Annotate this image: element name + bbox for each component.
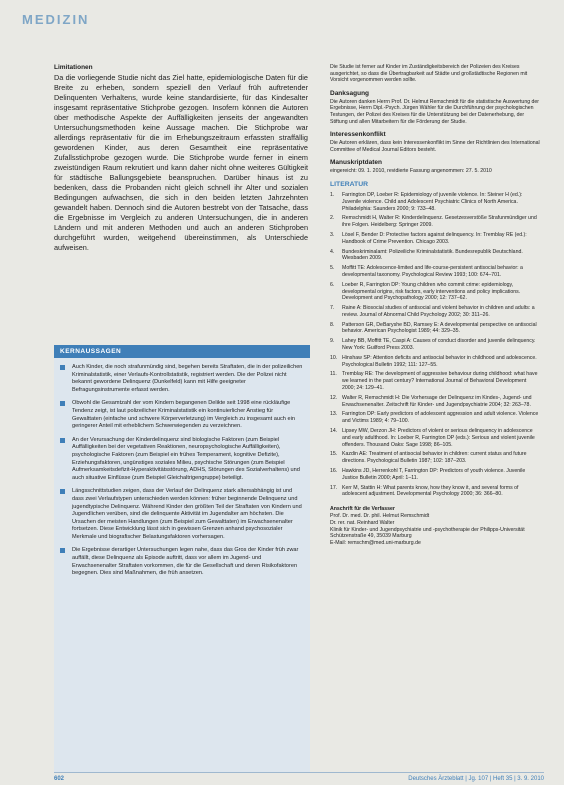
address-line: Prof. Dr. med. Dr. phil. Helmut Remschmidt: [330, 513, 430, 520]
reference-text: Farrington DP, Loeber R: Epidemiology of juvenile violence. In: Steiner H (ed.): Juvenile violence. Child and Adolescent Psychiatric Clinics of North America. Philadelphia: Saunders 2000; 9: 733–48.: [342, 191, 523, 212]
reference-item: [330, 485, 540, 499]
address-line: Schützenstraße 49, 35039 Marburg: [330, 533, 412, 540]
reference-text: Walter R, Remschmidt H: Die Vorhersage der Delinquenz im Kindes-, Jugend- und Erwachsenenalter. Zeitschrift für Kinder- und Jugendpsychiatrie 2004; 32: 263–78.: [342, 394, 532, 408]
reference-number: 6.: [330, 281, 335, 288]
reference-number: 14.: [330, 428, 338, 435]
manuscript-heading: Manuskriptdaten: [330, 159, 383, 167]
reference-text: Hinshaw SP: Attention deficits and antisocial behavior in childhood and adolescence. Psychological Bulletin 1992; 111: 127–55.: [342, 354, 537, 368]
left-column: [54, 64, 308, 253]
reference-item: [330, 322, 540, 336]
right-column: [330, 64, 540, 547]
reference-text: Lösel F, Bender D: Protective factors against delinquency. In: Tremblay RE (ed.): Handbook of Crime Prevention. Chicago 2003.: [342, 231, 527, 245]
reference-number: 17.: [330, 484, 338, 491]
reference-item: [330, 468, 540, 482]
key-message: Auch Kinder, die noch strafunmündig sind, begehen bereits Straftaten, die in der polizeilichen Kriminalstatistik, einer Verlaufs-Kontrollstatistik, registriert werden. Die der Polizei nicht bekannt gewordene Delinquenz (Dunkelfeld) kann mit Hilfe geeigneter Befragungsinstrumente erfasst werden.: [60, 364, 304, 394]
reference-number: 3.: [330, 231, 335, 238]
square-bullet-icon: [60, 548, 65, 553]
reference-item: [330, 232, 540, 246]
manuscript-text: eingereicht: 09. 1. 2010, revidierte Fassung angenommen: 27. 5. 2010: [330, 168, 492, 175]
address-line: E-Mail: remschm@med.uni-marburg.de: [330, 540, 421, 547]
square-bullet-icon: [60, 438, 65, 443]
reference-item: [330, 355, 540, 369]
reference-item: [330, 338, 540, 352]
key-message: An der Verursachung der Kinderdelinquenz sind biologische Faktoren (zum Beispiel Auffälligkeiten bei der vegetativen Reaktionen, neuropsychologische Auffälligkeiten), psychologische Faktoren (zum Beispiel ein frühes Temperament, kognitive Defizite), Erziehungsfaktoren, ungünstiges soziales Milieu, psychische Störungen (zum Beispiel Aufmerksamkeitsdefizit-Hyperaktivitätsstörung, ADHS, Störungen des Sozialverhaltens) und auch situative Einflüsse (zum Beispiel Gleichaltrigengruppe) beteiligt.: [60, 437, 304, 483]
reference-number: 9.: [330, 338, 335, 345]
reference-text: Kerr M, Stattin H: What parents know, how they know it, and several forms of adolescent adjustment. Developmental Psychology 2000; 36: 366–80.: [342, 484, 519, 498]
section-header: MEDIZIN: [22, 12, 90, 27]
reference-number: 10.: [330, 354, 338, 361]
literature-title: LITERATUR: [330, 180, 369, 188]
reference-text: Remschmidt H, Walter R: Kinderdelinquenz. Gesetzesverstöße Strafunmündiger und ihre Folgen. Heidelberg: Springer 2009.: [342, 215, 537, 229]
address-line: Klinik für Kinder- und Jugendpsychiatrie und -psychotherapie der Philipps-Universität: [330, 526, 525, 533]
reference-text: Farrington DP: Early predictors of adolescent aggression and adult violence. Violence and Victims 1989; 4: 79–100.: [342, 411, 539, 425]
page-number: 602: [54, 776, 65, 782]
conflict-text: Die Autoren erklären, dass kein Interessenkonflikt im Sinne der Richtlinien des International Committee of Medical Journal Editors besteht.: [330, 140, 540, 153]
key-message: Die Ergebnisse derartiger Untersuchungen legen nahe, dass das Gros der Kinder früh zwar auffällt, diese Delinquenz als Episode auftritt, dass vor allem im Jugend- und Erwachsenenalter Straftaten vorkommen, die für die Gesellschaft und deren Risikofaktoren begegnen. Dies sind Maßnahmen, die früh ansetzen.: [60, 547, 304, 577]
reference-item: [330, 428, 540, 448]
reference-item: [330, 282, 540, 302]
reference-number: 12.: [330, 394, 338, 401]
journal-citation: Deutsches Ärzteblatt | Jg. 107 | Heft 35 | 3. 9. 2010: [408, 776, 544, 782]
reference-number: 15.: [330, 451, 338, 458]
reference-number: 5.: [330, 265, 335, 272]
reference-number: 13.: [330, 411, 338, 418]
reference-text: Patterson GR, DeBaryshe BD, Ramsey E: A developmental perspective on antisocial behavior. American Psychologist 1989; 44: 329–35.: [342, 321, 537, 335]
author-address: [330, 506, 540, 547]
address-line: Dr. rer. nat. Reinhard Walter: [330, 519, 395, 526]
limitations-text: Da die vorliegende Studie nicht das Ziel hatte, epidemiologische Daten für die Breite zu erheben, sondern speziell den Verlauf früh auftretender Delinquenten Verhaltens, wurde keine standardisierte, für das Kindesalter insgesamt repräsentative Stichprobe gezogen. Insofern können die Autoren über methodische Aspekte der Auffälligkeiten jenseits der angewandten Untersuchungsmethoden keine Aussage machen. Die Stichprobe war allerdings repräsentativ für die im Erhebungszeitraum erfassten straffällig gewordenen Kinder, aus deren Gesamtheit eine repräsentative Zufallsstichprobe gezogen wurde. Die Stichprobe wurde ferner in einem zweistündigen Raum rekrutiert und kann daher nicht ohne weiteres Gültigkeit für städtische Ballungsgebiete beanspruchen. Darüber hinaus ist zu bedenken, dass die Probanden nicht gleich schnell ihr Alter und sozialen Bedingungen aufwachsen, die sich in den beiden letzten Jahrzehnten gewandelt haben. Dennoch sind die Autoren bestrebt von der Tatsache, dass die Ergebnisse im Vergleich zu anderen Untersuchungen, die in anderen Ländern und mit anderen Methoden und auch an anderen Stichproben durchgeführt wurden, weitgehend übereinstimmen, als Unterschiede aufweisen.: [54, 73, 308, 252]
reference-item: [330, 395, 540, 409]
key-messages-list: [54, 364, 310, 578]
reference-number: 11.: [330, 371, 337, 378]
reference-item: [330, 371, 540, 391]
key-messages-title: KERNAUSSAGEN: [54, 345, 310, 358]
reference-text: Moffitt TE: Adolescence-limited and life-course-persistent antisocial behavior: a developmental taxonomy. Psychological Review 1993; 100: 674–701.: [342, 265, 523, 278]
reference-text: Hawkins JD, Herrenkohl T, Farrington DP: Predictors of youth violence. Juvenile Justice Bulletin 2000; April: 1–11.: [342, 468, 526, 481]
square-bullet-icon: [60, 401, 65, 406]
square-bullet-icon: [60, 489, 65, 494]
reference-text: Loeber R, Farrington DP: Young children who commit crime: epidemiology, developmental origins, risk factors, early interventions and policy implications. Development and Psychopathology 2000; 12: 737–62.: [342, 281, 521, 302]
reference-number: 7.: [330, 305, 335, 312]
key-message: Längsschnittstudien zeigen, dass der Verlauf der Delinquenz stark altersabhängig ist und dass zwei Verlaufstypen unterschieden werden können: früher beginnende Delinquenz und jugendtypische Delinquenz. Während Kinder den größten Teil der Straftaten von Kindern und Jugendlichen verüben, sind die delinquente Aktivität im Jugendalter am höchsten. Die Ursachen der meisten Handlungen (zum Beispiel zum Gewalttaten) im Erwachsenenalter fortsetzen. Diese Entwicklung lässt sich in gewissen Grenzen anhand psychosozialer Merkmale und biografischer Belastungsfaktoren vorhersagen.: [60, 488, 304, 541]
reference-item: [330, 249, 540, 263]
reference-number: 16.: [330, 468, 338, 475]
acknowledgement-text: Die Autoren danken Herrn Prof. Dr. Helmut Remschmidt für die statistische Auswertung der Ergebnisse, Herrn Dipl.-Psych. Jürgen Wähler für die Durchführung der psychologischen Testungen, der Polizei des Kreises für die Unterstützung bei der Datenerhebung, der Stiftung und allen Mitarbeitern für die Förderung der Studie.: [330, 98, 540, 125]
square-bullet-icon: [60, 365, 65, 370]
key-messages-box: [54, 345, 310, 773]
reference-number: 2.: [330, 215, 335, 222]
reference-text: Bundeskriminalamt: Polizeiliche Kriminalstatistik. Bundesrepublik Deutschland. Wiesbaden 2009.: [342, 248, 523, 262]
reference-item: [330, 192, 540, 212]
limitations-heading: Limitationen: [54, 64, 93, 71]
reference-text: Lahey BB, Moffitt TE, Caspi A: Causes of conduct disorder and juvenile delinquency. New York: Guilford Press 2003.: [342, 338, 536, 352]
reference-number: 1.: [330, 191, 335, 198]
address-heading: Anschrift für die Verfasser: [330, 506, 395, 513]
reference-item: [330, 411, 540, 425]
reference-item: [330, 305, 540, 319]
reference-list: [330, 192, 540, 498]
acknowledgement-heading: Danksagung: [330, 89, 370, 97]
key-message: Obwohl die Gesamtzahl der vom Kindern begangenen Delikte seit 1998 eine rückläufige Tendenz zeigt, ist laut polizeilicher Kriminalstatistik ein kontinuierlicher Anstieg für Gewalttaten (einfache und schwere Körperverletzung) im Vergleich zu insgesamt auch ein geringerer Anteil mit erheblichem Schwerwiegenden zu verzeichnen.: [60, 400, 304, 430]
footer-rule: [54, 772, 544, 773]
reference-number: 4.: [330, 248, 335, 255]
right-intro-text: Die Studie ist ferner auf Kinder im Zuständigkeitsbereich der Polizeien des Kreises ausgerichtet, so dass die Übertragbarkeit auf Städte und großstädtische Regionen mit Vorsicht vorgenommen werden sollte.: [330, 64, 528, 84]
reference-text: Raine A: Biosocial studies of antisocial and violent behavior in children and adults: a review. Journal of Abnormal Child Psychology 2002; 30: 311–26.: [342, 305, 535, 318]
conflict-heading: Interessenkonflikt: [330, 131, 386, 139]
reference-item: [330, 451, 540, 465]
reference-text: Lipsey MW, Derzon JH: Predictors of violent or serious delinquency in adolescence and early adulthood. In: Loeber R, Farrington DP (eds.): Serious and violent juvenile offenders. Thousand Oaks: Sage 1998; 86–105.: [342, 428, 535, 448]
reference-item: [330, 265, 540, 279]
reference-item: [330, 215, 540, 229]
reference-text: Tremblay RE: The development of aggressive behaviour during childhood: what have we learned in the past century? International Journal of Behavioral Development 2000; 24: 129–41.: [342, 371, 538, 392]
reference-text: Kazdin AE: Treatment of antisocial behavior in children: current status and future directions. Psychological Bulletin 1987; 102: 187–203.: [342, 451, 527, 465]
reference-number: 8.: [330, 321, 335, 328]
